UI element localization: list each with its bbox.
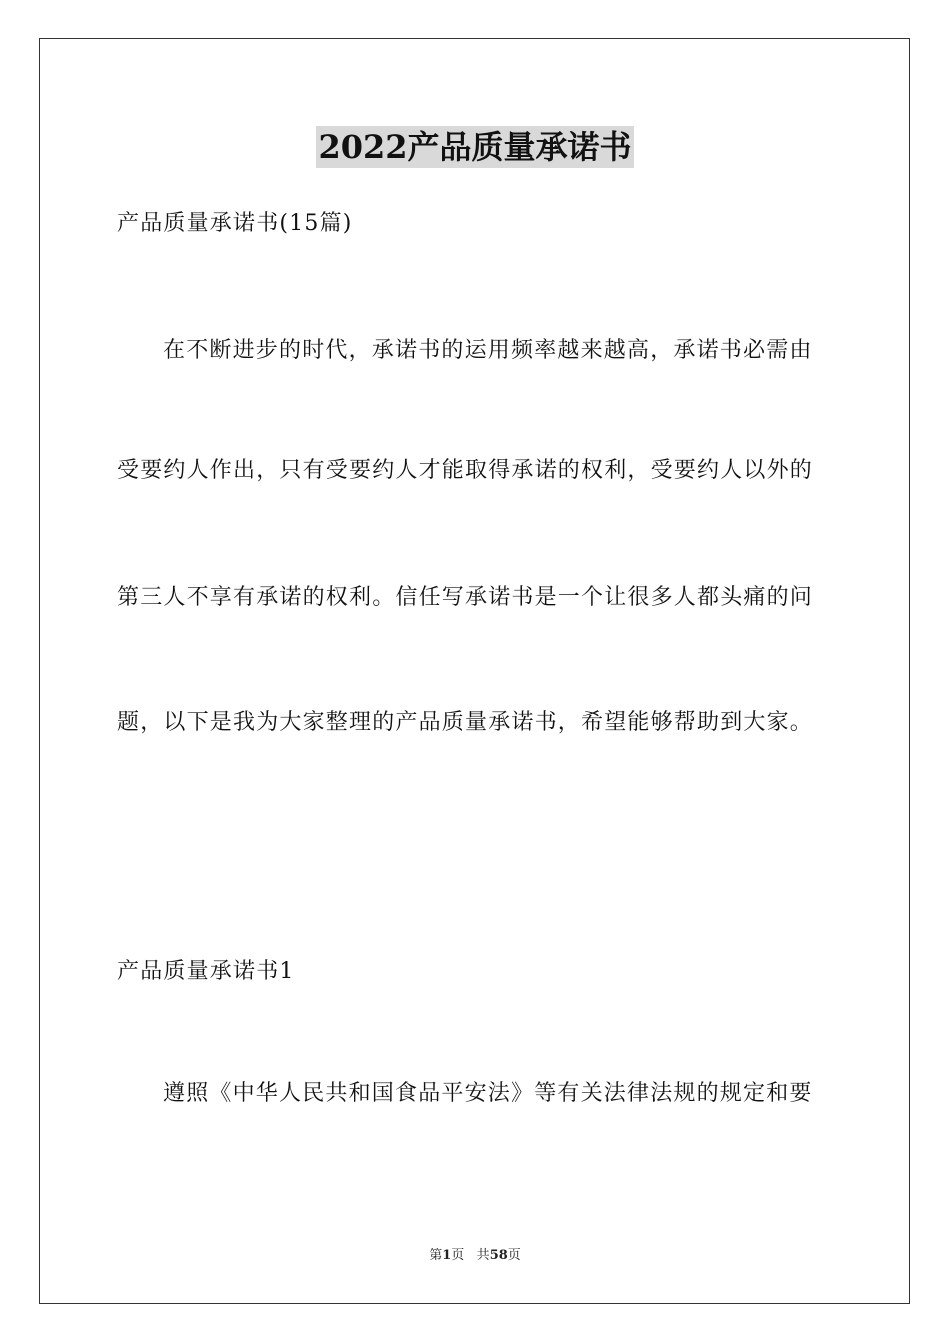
footer-page-number: 1 xyxy=(442,1248,452,1263)
page-footer xyxy=(0,1247,950,1265)
footer-total-pages: 58 xyxy=(489,1248,508,1263)
section-heading: 产品质量承诺书1 xyxy=(117,959,295,984)
footer-page-prefix: 第 xyxy=(429,1248,443,1263)
section-line-1: 遵照《中华人民共和国食品平安法》等有关法律法规的规定和要 xyxy=(163,1081,813,1106)
intro-line-2: 受要约人作出，只有受要约人才能取得承诺的权利，受要约人以外的 xyxy=(117,458,814,483)
intro-line-1: 在不断进步的时代，承诺书的运用频率越来越高，承诺书必需由 xyxy=(163,338,813,363)
document-subtitle: 产品质量承诺书(15篇) xyxy=(117,211,353,236)
title-container xyxy=(0,126,950,168)
document-title: 2022产品质量承诺书 xyxy=(318,128,632,166)
footer-page-suffix: 页 xyxy=(451,1248,465,1263)
intro-line-4: 题，以下是我为大家整理的产品质量承诺书，希望能够帮助到大家。 xyxy=(117,710,814,735)
intro-line-3: 第三人不享有承诺的权利。信任写承诺书是一个让很多人都头痛的问 xyxy=(117,585,814,610)
footer-total-prefix: 共 xyxy=(476,1248,490,1263)
footer-total-suffix: 页 xyxy=(507,1248,521,1263)
